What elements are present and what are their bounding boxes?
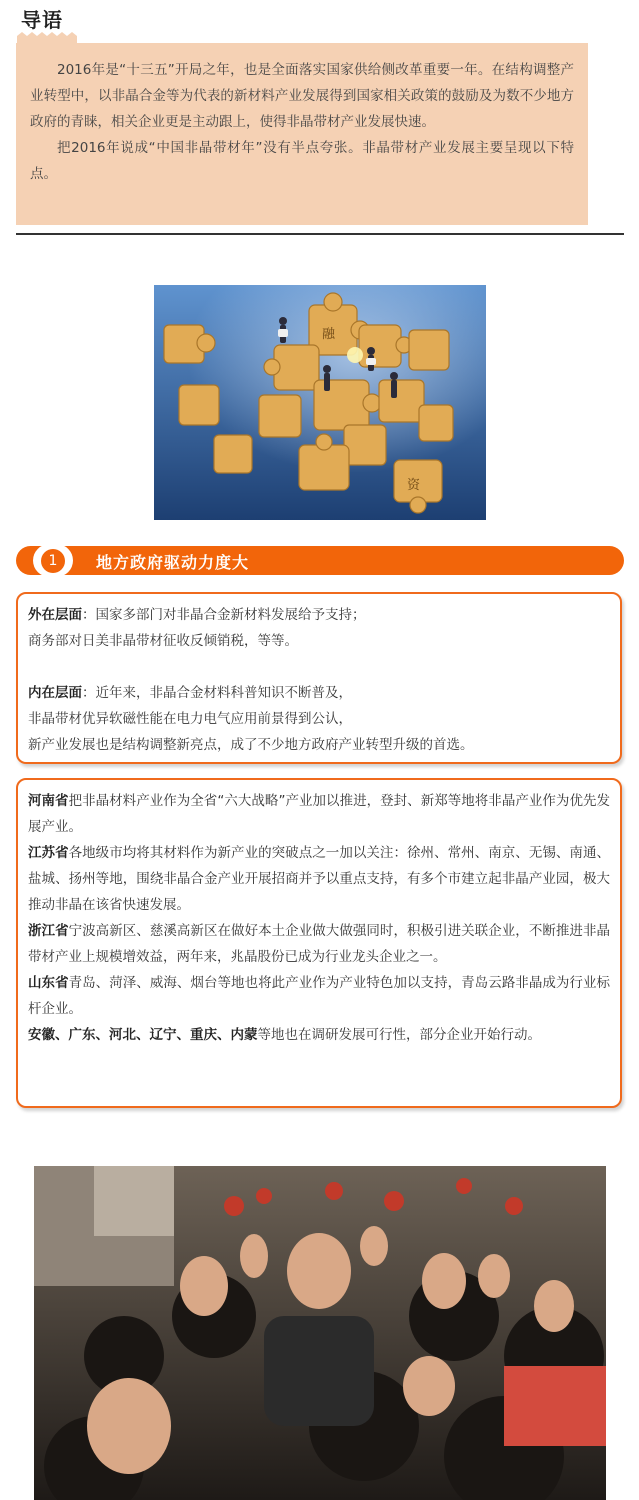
province-name: 河南省 <box>28 793 69 809</box>
province-name: 山东省 <box>28 975 69 991</box>
internal-sep: ： <box>82 685 96 701</box>
internal-line-1 <box>28 680 610 706</box>
intro-box <box>16 43 588 225</box>
section-header <box>16 546 624 575</box>
province-item <box>28 840 610 918</box>
intro-title: 导语 <box>21 8 63 32</box>
provinces-card <box>16 778 622 1108</box>
external-sep: ： <box>82 607 96 623</box>
province-item <box>28 970 610 1022</box>
external-line-1 <box>28 602 610 628</box>
external-label: 外在层面 <box>28 607 82 623</box>
intro-paragraph-2: 把2016年说成“中国非晶带材年”没有半点夸张。非晶带材产业发展主要呈现以下特点。 <box>30 140 574 182</box>
province-name: 浙江省 <box>28 923 69 939</box>
province-name: 安徽、广东、河北、辽宁、重庆、内蒙 <box>28 1027 258 1043</box>
province-item <box>28 1022 610 1048</box>
province-item <box>28 788 610 840</box>
puzzle-image <box>154 285 486 520</box>
internal-line-2: 非晶带材优异软磁性能在电力电气应用前景得到公认， <box>28 711 352 727</box>
internal-text-1: 近年来，非晶合金材料科普知识不断普及， <box>95 685 352 701</box>
crowd-image <box>34 1166 606 1500</box>
intro-paragraph-1: 2016年是“十三五”开局之年，也是全面落实国家供给侧改革重要一年。在结构调整产业转型中，以非晶合金等为代表的新材料产业发展得到国家相关政策的鼓励及为数不少地方政府的青睐，相关企业更是主动跟上，使得非晶带材产业发展快速。 <box>30 62 574 130</box>
internal-label: 内在层面 <box>28 685 82 701</box>
province-text: 把非晶材料产业作为全省“六大战略”产业加以推进，登封、新郑等地将非晶产业作为优先发展产业。 <box>28 793 610 835</box>
section-number: 1 <box>41 549 65 573</box>
province-name: 江苏省 <box>28 845 69 861</box>
puzzle-char-1: 融 <box>322 327 336 342</box>
province-item <box>28 918 610 970</box>
internal-line-3: 新产业发展也是结构调整新亮点，成了不少地方政府产业转型升级的首选。 <box>28 737 474 753</box>
levels-card <box>16 592 622 764</box>
divider <box>16 233 624 235</box>
puzzle-char-2: 资 <box>407 478 421 493</box>
external-text-1: 国家多部门对非晶合金新材料发展给予支持； <box>95 607 366 623</box>
province-text: 各地级市均将其材料作为新产业的突破点之一加以关注：徐州、常州、南京、无锡、南通、盐城、扬州等地，围绕非晶合金产业开展招商并予以重点支持，有多个市建立起非晶产业园，极大推动非晶在该省快速发展。 <box>28 845 611 913</box>
external-line-2: 商务部对日美非晶带材征收反倾销税，等等。 <box>28 633 298 649</box>
section-title: 地方政府驱动力度大 <box>96 553 250 572</box>
province-text: 青岛、菏泽、威海、烟台等地也将此产业作为产业特色加以支持，青岛云路非晶成为行业标杆企业。 <box>28 975 611 1017</box>
province-text: 等地也在调研发展可行性，部分企业开始行动。 <box>257 1027 541 1043</box>
province-text: 宁波高新区、慈溪高新区在做好本土企业做大做强同时，积极引进关联企业，不断推进非晶带材产业上规模增效益，两年来，兆晶股份已成为行业龙头企业之一。 <box>28 923 611 965</box>
